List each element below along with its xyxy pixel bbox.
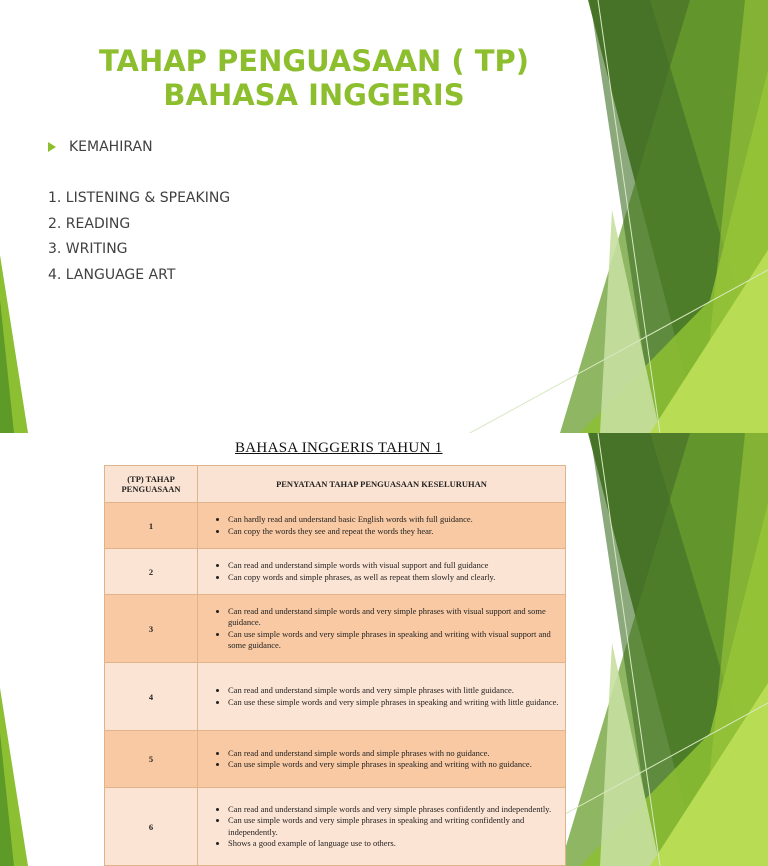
statement-item: • Can use simple words and very simple phrases in speaking and writing with no guidance. <box>228 759 561 771</box>
level-cell: 6 <box>105 788 198 866</box>
list-item: 2. READING <box>48 215 131 232</box>
level-cell: 3 <box>105 595 198 663</box>
level-cell: 1 <box>105 503 198 549</box>
list-item: 3. WRITING <box>48 241 128 257</box>
tp-table <box>104 465 566 866</box>
header-level: (TP) TAHAP PENGUASAAN <box>105 466 198 503</box>
title-line-1: TAHAP PENGUASAAN ( TP) <box>98 44 530 78</box>
statement-item: • Can use simple words and very simple phrases in speaking and writing confidently and independently. <box>228 815 561 838</box>
statement-cell <box>198 788 566 866</box>
statement-item: • Can use simple words and very simple phrases in speaking and writing with visual support and some guidance. <box>228 629 561 652</box>
table-row <box>105 663 566 731</box>
statement-item: • Can read and understand simple words and simple phrases with no guidance. <box>228 748 561 760</box>
table-row <box>105 731 566 788</box>
level-cell: 5 <box>105 731 198 788</box>
bullet-text: KEMAHIRAN <box>69 139 153 155</box>
statement-item: • Can copy the words they see and repeat the words they hear. <box>228 526 561 538</box>
list-item: 4. LANGUAGE ART <box>48 266 176 283</box>
table-header-row <box>105 466 566 503</box>
statement-item: • Can read and understand simple words and very simple phrases with little guidance. <box>228 685 561 697</box>
table-row <box>105 549 566 595</box>
title-line-2: BAHASA INGGERIS <box>163 78 465 112</box>
statement-item: • Can copy words and simple phrases, as well as repeat them slowly and clearly. <box>228 572 561 584</box>
statement-item: • Can read and understand simple words and very simple phrases confidently and independently. <box>228 804 561 816</box>
statement-cell <box>198 595 566 663</box>
statement-cell <box>198 731 566 788</box>
list-item: 1. LISTENING & SPEAKING <box>48 190 231 206</box>
skills-list <box>48 190 230 292</box>
statement-cell <box>198 549 566 595</box>
table-row <box>105 595 566 663</box>
statement-item: • Can use these simple words and very simple phrases in speaking and writing with little guidance. <box>228 697 561 709</box>
statement-item: • Can read and understand simple words with visual support and full guidance <box>228 560 561 572</box>
table-row <box>105 503 566 549</box>
level-cell: 2 <box>105 549 198 595</box>
statement-item: • Can read and understand simple words and very simple phrases with visual support and some guidance. <box>228 606 561 629</box>
triangle-bullet-icon <box>48 142 56 152</box>
bullet-kemahiran <box>48 139 153 155</box>
statement-item: • Can hardly read and understand basic English words with full guidance. <box>228 514 561 526</box>
table-row <box>105 788 566 866</box>
statement-item: • Shows a good example of language use to others. <box>228 838 561 850</box>
statement-cell <box>198 663 566 731</box>
header-statement: PENYATAAN TAHAP PENGUASAAN KESELURUHAN <box>198 466 566 503</box>
page-title <box>60 44 568 112</box>
level-cell: 4 <box>105 663 198 731</box>
statement-cell <box>198 503 566 549</box>
table-title: BAHASA INGGERIS TAHUN 1 <box>235 440 443 456</box>
